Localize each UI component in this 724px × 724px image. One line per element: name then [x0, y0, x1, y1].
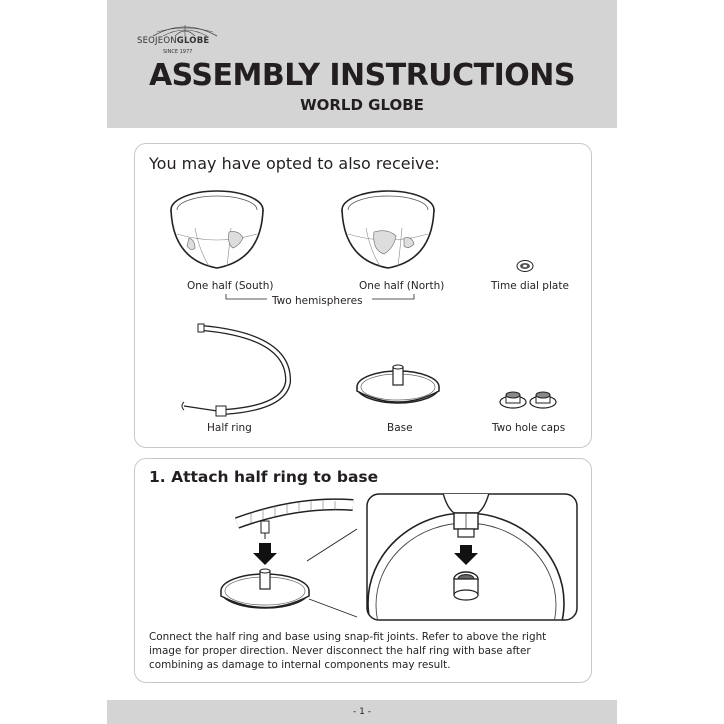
header-band	[107, 0, 617, 128]
half-ring-illustration	[180, 322, 292, 418]
step-1-title: 1. Attach half ring to base	[149, 468, 379, 486]
base-illustration	[355, 349, 441, 407]
hole-caps-label: Two hole caps	[492, 422, 566, 434]
north-hemisphere-label: One half (North)	[359, 280, 445, 292]
base-label: Base	[387, 422, 413, 434]
page-title: ASSEMBLY INSTRUCTIONS	[148, 58, 576, 93]
time-dial-plate-illustration	[515, 259, 535, 273]
brand-name: SEOJEONGLOBE	[137, 36, 210, 46]
hole-caps-illustration	[497, 389, 561, 413]
contents-heading: You may have opted to also receive:	[149, 154, 440, 173]
instruction-page	[107, 0, 617, 724]
step-1-panel	[134, 458, 592, 683]
brand-since: SINCE 1977	[163, 49, 193, 55]
ring-to-base-illustration	[207, 499, 357, 617]
page-number: - 1 -	[107, 700, 617, 724]
half-ring-label: Half ring	[207, 422, 252, 434]
step-1-description: Connect the half ring and base using snap-fit joints. Refer to above the right image for proper direction. Never disconnect the half ring with base after combining as damage to internal components may result.	[149, 631, 547, 671]
north-hemisphere-illustration	[340, 188, 436, 272]
two-hemispheres-label: Two hemispheres	[272, 295, 363, 307]
time-dial-plate-label: Time dial plate	[491, 280, 569, 292]
contents-panel	[134, 143, 592, 448]
south-hemisphere-illustration	[169, 188, 265, 272]
snap-fit-closeup-illustration	[366, 493, 578, 621]
south-hemisphere-label: One half (South)	[187, 280, 274, 292]
page-subtitle: WORLD GLOBE	[300, 96, 424, 114]
